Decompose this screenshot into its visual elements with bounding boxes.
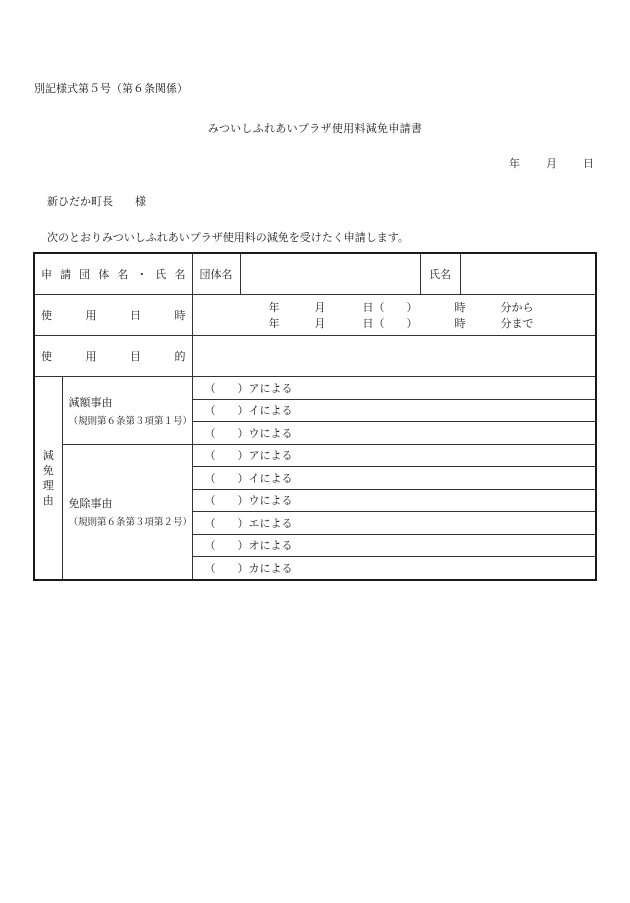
exemption-option[interactable]: （ ）エによる (192, 512, 596, 535)
applicant-label-char: 体 (98, 268, 110, 281)
applicant-label (34, 253, 192, 295)
usage-purpose-label-char: 使 (41, 350, 52, 363)
datetime-day: 日（ ） (362, 301, 418, 314)
form-number: 別記様式第５号（第６条関係） (34, 82, 188, 95)
reduction-reason (62, 377, 192, 445)
intro-text: 次のとおりみついしふれあいプラザ使用料の減免を受けたく申請します。 (47, 231, 409, 244)
org-name-label: 団体名 (192, 253, 240, 295)
document-title: みついしふれあいプラザ使用料減免申請書 (207, 122, 423, 135)
datetime-month: 月 (314, 317, 326, 330)
exemption-title: 免除事由 (68, 497, 113, 510)
usage-purpose-row (34, 336, 596, 377)
reason-label-char: 減 (42, 448, 54, 462)
usage-purpose-label-char: 目 (130, 350, 141, 363)
usage-purpose-label-char: 用 (85, 350, 97, 363)
datetime-minute: 分から (500, 301, 534, 314)
exemption-option[interactable]: （ ）カによる (192, 557, 596, 580)
applicant-label-char: 団 (79, 268, 91, 281)
usage-datetime-label-char: 使 (41, 309, 52, 322)
exemption-option[interactable]: （ ）アによる (192, 444, 596, 467)
reason-label-char: 免 (42, 463, 54, 477)
date-year: 年 (509, 157, 520, 170)
org-name-field[interactable] (240, 253, 420, 295)
exemption-option[interactable]: （ ）オによる (192, 534, 596, 557)
date-month: 月 (546, 157, 557, 170)
reason-label-char: 由 (42, 493, 54, 507)
reduction-title: 減額事由 (68, 395, 113, 409)
applicant-label-char: 名 (117, 268, 129, 281)
usage-datetime-label-char: 時 (174, 309, 186, 322)
datetime-hour: 時 (454, 301, 466, 314)
usage-purpose-label (34, 336, 192, 377)
reduction-sub: （規則第６条第３項第１号） (68, 415, 193, 427)
usage-datetime-row (34, 295, 596, 336)
applicant-label-char: 名 (174, 268, 186, 281)
application-form-table (33, 252, 597, 581)
reduction-option[interactable]: （ ）イによる (192, 399, 596, 422)
datetime-year: 年 (268, 301, 280, 314)
exemption-reason (62, 444, 192, 580)
datetime-year: 年 (268, 317, 280, 330)
datetime-day: 日（ ） (362, 317, 418, 330)
person-name-field[interactable] (460, 253, 596, 295)
usage-datetime-label (34, 295, 192, 336)
addressee: 新ひだか町長 様 (47, 195, 146, 208)
datetime-minute: 分まで (500, 317, 534, 330)
usage-datetime-label-char: 用 (85, 309, 97, 322)
exemption-sub: （規則第６条第３項第２号） (68, 517, 193, 528)
reason-label (34, 377, 62, 580)
reason-label-char: 理 (42, 478, 54, 492)
applicant-label-char: ・ (136, 268, 148, 281)
usage-datetime-label-char: 日 (130, 309, 141, 322)
applicant-row (34, 253, 596, 295)
datetime-hour: 時 (454, 317, 466, 330)
reduction-option[interactable]: （ ）ウによる (192, 422, 596, 445)
usage-purpose-field[interactable] (192, 336, 596, 377)
exemption-option[interactable]: （ ）ウによる (192, 489, 596, 512)
date-day: 日 (583, 157, 594, 170)
usage-datetime-field[interactable] (192, 295, 596, 336)
applicant-label-char: 氏 (155, 268, 167, 281)
exemption-option[interactable]: （ ）イによる (192, 467, 596, 490)
datetime-month: 月 (314, 301, 326, 314)
person-name-label: 氏名 (420, 253, 460, 295)
applicant-label-char: 請 (60, 268, 72, 281)
usage-purpose-label-char: 的 (174, 350, 186, 363)
applicant-label-char: 申 (41, 268, 52, 281)
reduction-option[interactable]: （ ）アによる (192, 377, 596, 400)
date-line (509, 155, 594, 171)
reason-row (34, 377, 596, 400)
